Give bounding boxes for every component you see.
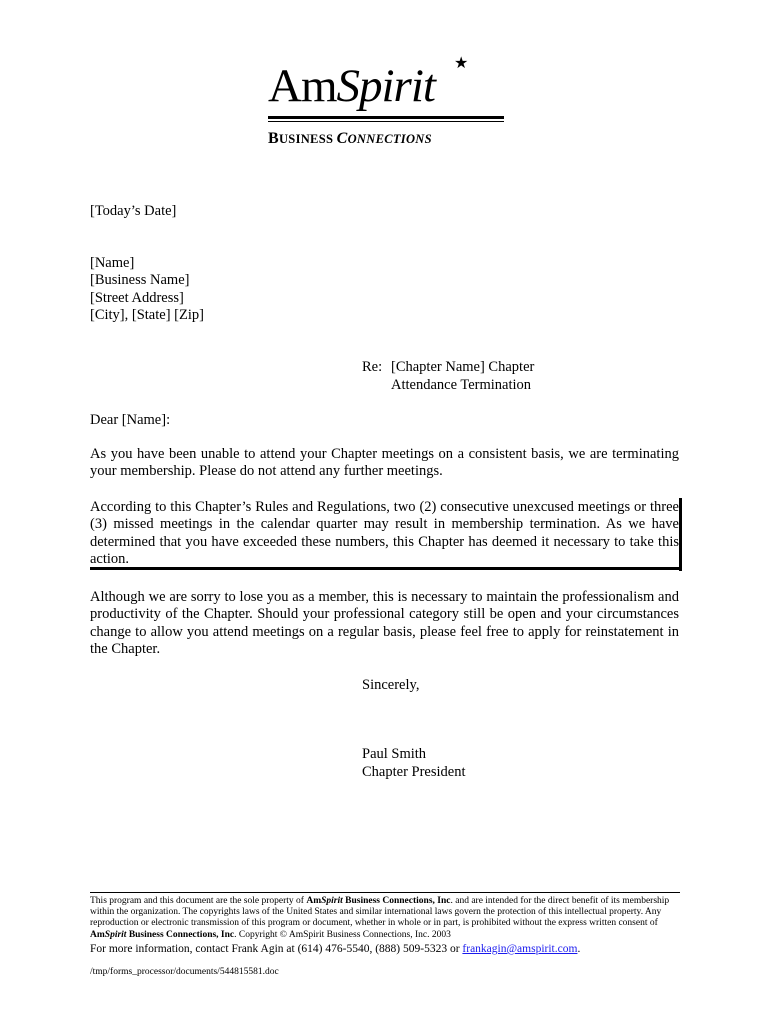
notice-text: This program and this document are the sole property of — [90, 896, 307, 906]
logo-wordmark — [268, 58, 435, 114]
star-icon: ★ — [454, 55, 469, 72]
contact-text: For more information, contact Frank Agin at (614) 476-5540, (888) 509-5323 or — [90, 943, 463, 955]
footer-copyright-notice — [90, 896, 682, 941]
notice-brand-spirit: Spirit — [321, 896, 343, 906]
boxed-paragraph-shadow-right — [679, 498, 682, 571]
paragraph-reinstatement: Although we are sorry to lose you as a member, this is necessary to maintain the professionalism and productivity of the Chapter. Should your professional category still be open and your circumstances change to allow you attend meetings on a regular basis, please feel free to apply for reinstatement in the Chapter. — [90, 589, 679, 658]
signer-name: Paul Smith — [362, 746, 427, 762]
address-street: [Street Address] — [90, 289, 184, 306]
signer-title: Chapter President — [362, 764, 466, 780]
logo-tagline-c: C — [336, 130, 348, 147]
letter-date: [Today’s Date] — [90, 203, 177, 219]
document-path: /tmp/forms_processor/documents/544815581.doc — [90, 967, 279, 977]
address-name: [Name] — [90, 255, 135, 271]
logo-tagline-onnections: ONNECTIONS — [347, 132, 432, 146]
closing: Sincerely, — [362, 677, 420, 693]
re-subject-line1: [Chapter Name] Chapter — [391, 359, 535, 375]
notice-text-end: . Copyright © AmSpirit Business Connections, Inc. 2003 — [234, 929, 451, 940]
notice-brand2-rest: Business Connections, Inc — [126, 929, 235, 940]
notice-text-mid: . and are intended for the direct benefit of its membership within the organization. The copyrights laws of the United States and similar international laws govern the protection of this intellectual property. Any reproduction or electronic transmission of this program or document, whether in whole or in part, is prohibited without the express written consent of — [90, 896, 670, 929]
re-subject-line2: Attendance Termination — [391, 377, 532, 393]
logo-rule — [268, 116, 504, 119]
contact-email-link[interactable]: frankagin@amspirit.com — [462, 943, 578, 955]
re-label: Re: — [362, 359, 383, 375]
notice-brand2-am: Am — [90, 929, 105, 940]
contact-end: . — [577, 943, 581, 955]
notice-brand-rest: Business Connections, Inc — [342, 896, 451, 906]
footer-divider — [90, 892, 680, 893]
address-business: [Business Name] — [90, 272, 190, 289]
logo-tagline-usiness: USINESS — [278, 132, 337, 146]
amspirit-logo — [262, 55, 508, 150]
address-block — [90, 255, 204, 325]
footer-contact — [90, 942, 580, 956]
notice-brand2-spirit: Spirit — [104, 929, 127, 940]
logo-tagline — [268, 129, 432, 149]
logo-rule-thin — [268, 121, 504, 122]
salutation: Dear [Name]: — [90, 412, 171, 428]
notice-brand-am: Am — [306, 896, 322, 906]
paragraph-termination: As you have been unable to attend your Chapter meetings on a consistent basis, we are terminating your membership. Please do not attend any further meetings. — [90, 446, 679, 480]
paragraph-rules: According to this Chapter’s Rules and Regulations, two (2) consecutive unexcused meetings or three (3) missed meetings in the calendar quarter may result in membership termination. As we have determined that you have exceeded these numbers, this Chapter has deemed it necessary to take this action. — [90, 499, 679, 568]
logo-tagline-b: B — [268, 130, 279, 147]
logo-word-am: Am — [268, 60, 337, 112]
address-city: [City], [State] [Zip] — [90, 307, 204, 324]
logo-word-spirit: Spirit — [336, 60, 435, 112]
